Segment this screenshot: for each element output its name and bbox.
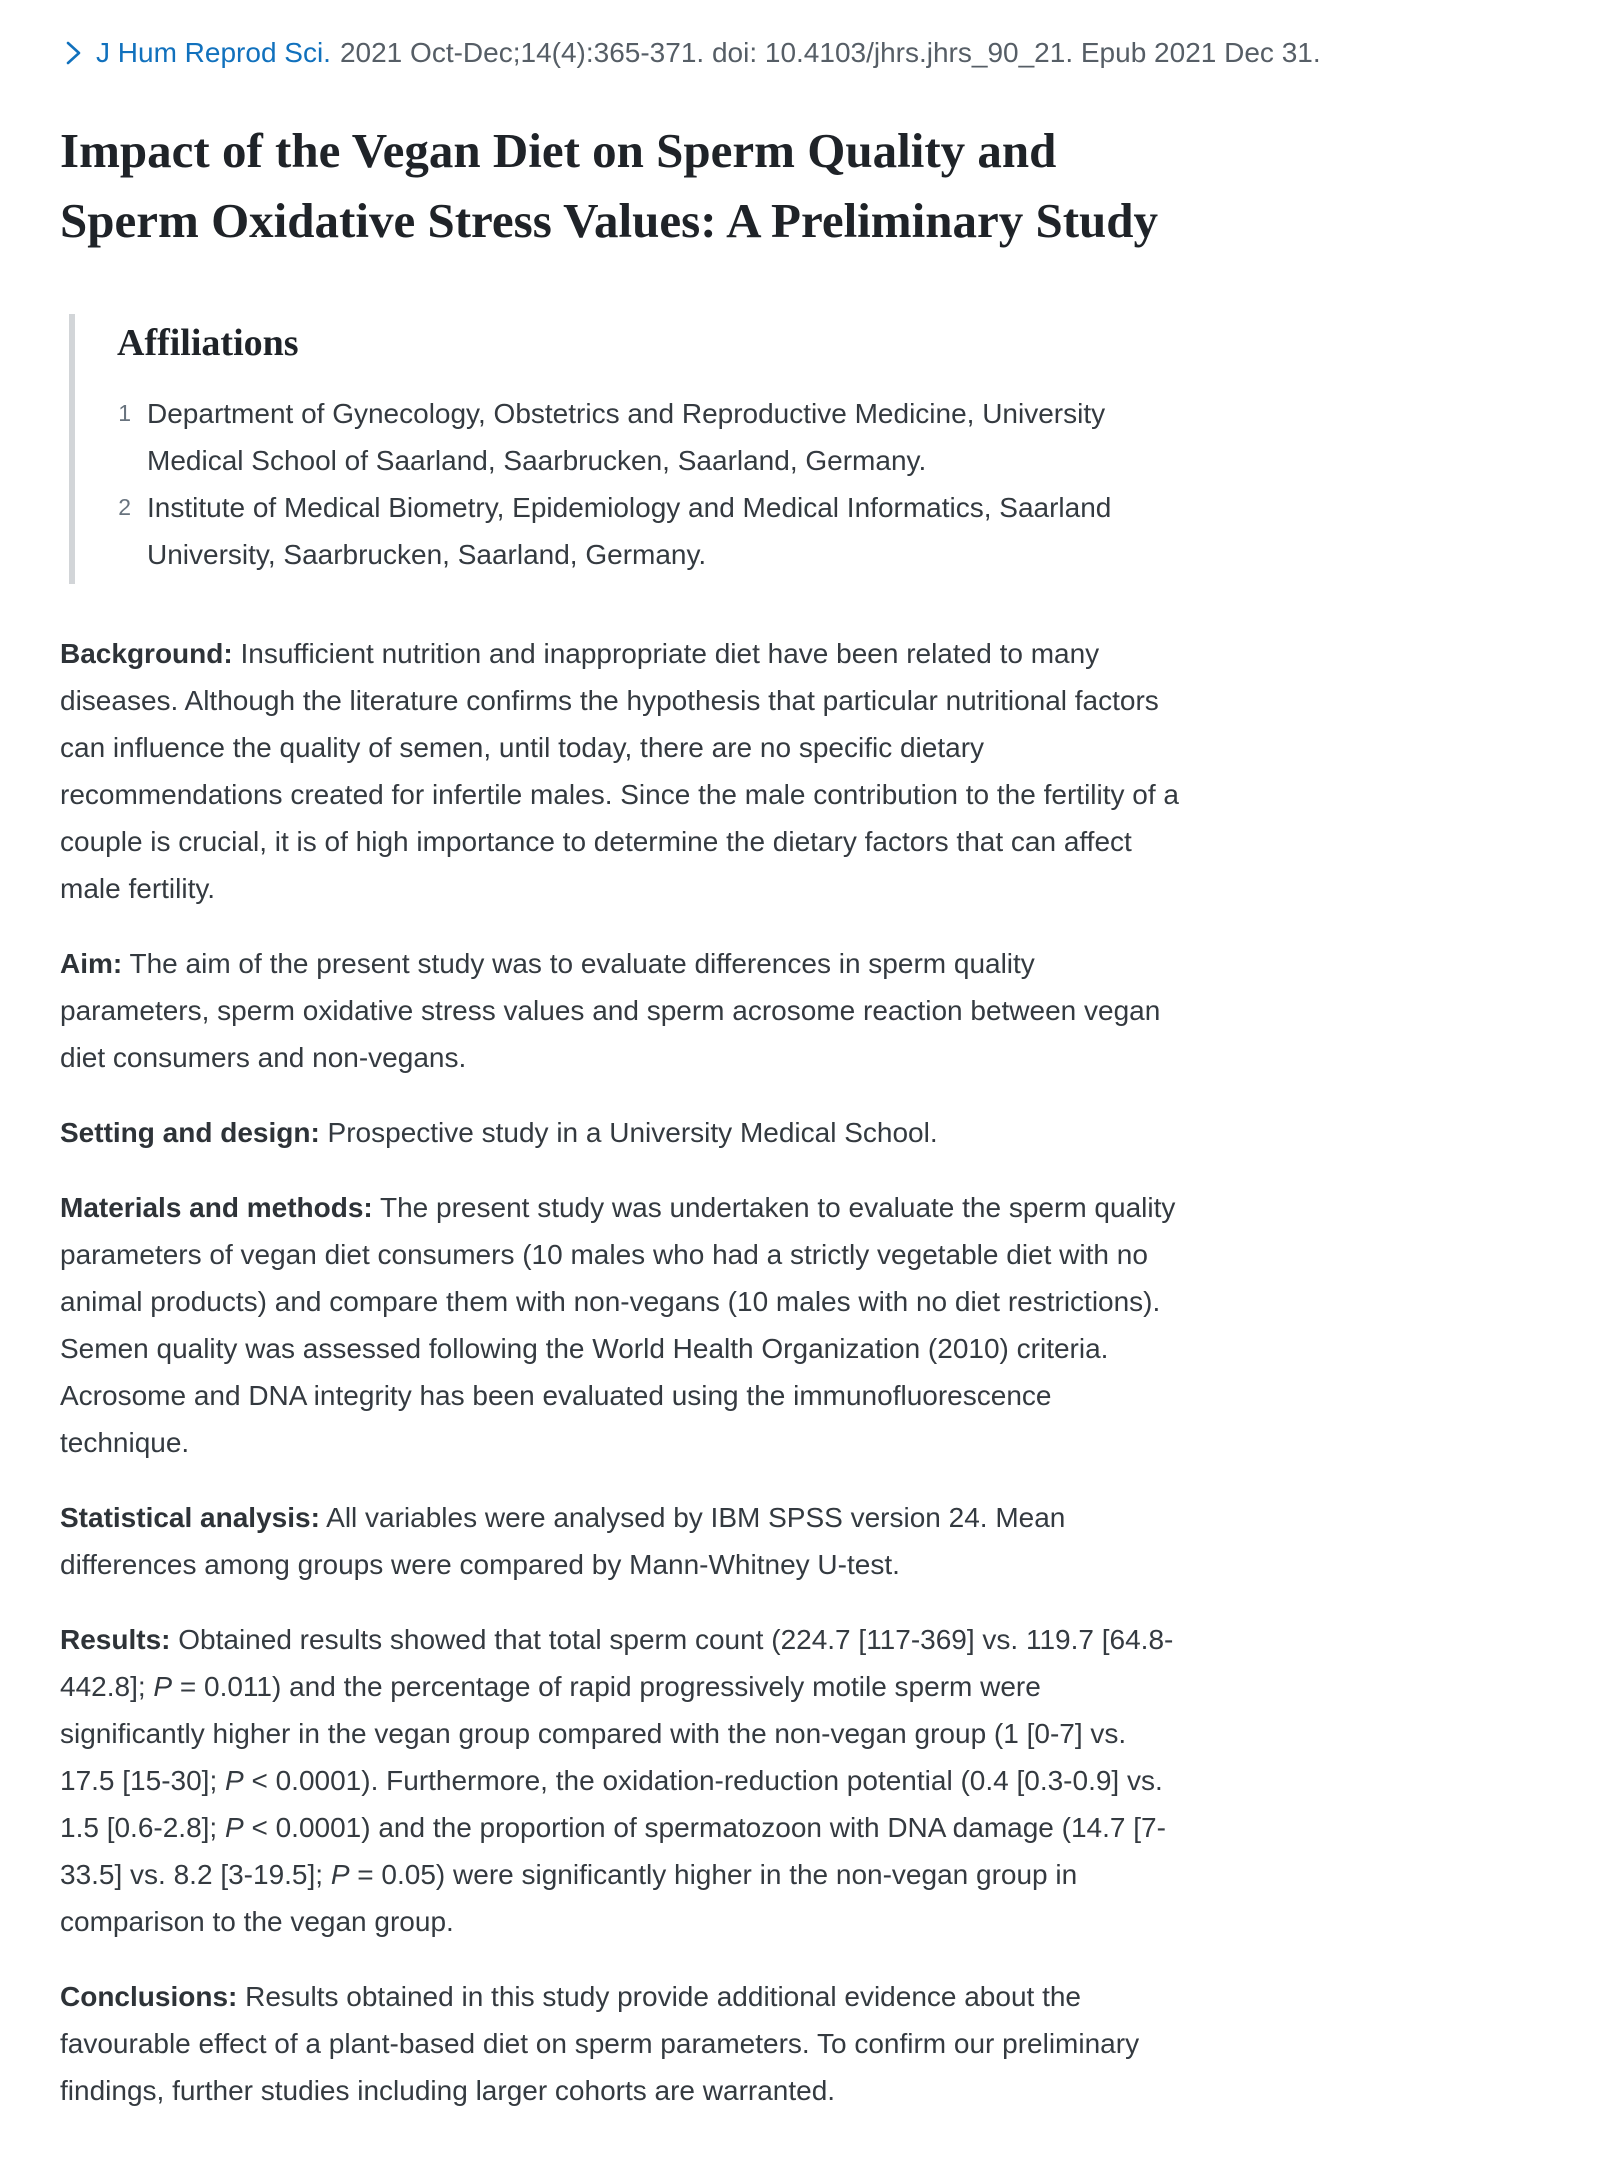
- affiliations-section: [69, 314, 1188, 584]
- citation-details: 2021 Oct-Dec;14(4):365-371. doi: 10.4103/jhrs.jhrs_90_21. Epub 2021 Dec 31.: [339, 37, 1321, 68]
- affiliation-text: Department of Gynecology, Obstetrics and Reproductive Medicine, University Medical School of Saarland, Saarbrucken, Saarland, Germany.: [147, 398, 1106, 476]
- abstract-paragraph-materials-and-methods: Materials and methods: The present study was undertaken to evaluate the sperm quality parameters of vegan diet consumers (10 males who had a strictly vegetable diet with no animal products) and compare them with non-vegans (10 males with no diet restrictions). Semen quality was assessed following the World Health Organization (2010) criteria. Acrosome and DNA integrity has been evaluated using the immunofluorescence technique.: [60, 1192, 1176, 1458]
- abstract-paragraph-results: Results: Obtained results showed that total sperm count (224.7 [117-369] vs. 119.7 [64.8-442.8]; P = 0.011) and the percentage of rapid progressively motile sperm were significantly higher in the vegan group compared with the non-vegan group (1 [0-7] vs. 17.5 [15-30]; P < 0.0001). Furthermore, the oxidation-reduction potential (0.4 [0.3-0.9] vs. 1.5 [0.6-2.8]; P < 0.0001) and the proportion of spermatozoon with DNA damage (14.7 [7-33.5] vs. 8.2 [3-19.5]; P = 0.05) were significantly higher in the non-vegan group in comparison to the vegan group.: [60, 1624, 1174, 1937]
- chevron-right-icon[interactable]: [60, 38, 86, 68]
- affiliation-text: Institute of Medical Biometry, Epidemiology and Medical Informatics, Saarland University, Saarbrucken, Saarland, Germany.: [147, 492, 1112, 570]
- journal-link[interactable]: J Hum Reprod Sci.: [96, 37, 331, 68]
- article-title: Impact of the Vegan Diet on Sperm Quality and Sperm Oxidative Stress Values: A Preliminary Study: [60, 123, 1159, 248]
- affiliations-heading: Affiliations: [117, 322, 299, 364]
- affiliation-number: 1: [118, 400, 131, 426]
- citation-bar: [60, 36, 1321, 70]
- abstract-paragraph-conclusions: Conclusions: Results obtained in this study provide additional evidence about the favourable effect of a plant-based diet on sperm parameters. To confirm our preliminary findings, further studies including larger cohorts are warranted.: [60, 1981, 1140, 2106]
- affiliation-item: [117, 390, 1188, 484]
- abstract-paragraph-aim: Aim: The aim of the present study was to evaluate differences in sperm quality parameters, sperm oxidative stress values and sperm acrosome reaction between vegan diet consumers and non-vegans.: [60, 948, 1161, 1073]
- abstract-paragraph-background: Background: Insufficient nutrition and inappropriate diet have been related to many diseases. Although the literature confirms the hypothesis that particular nutritional factors can influence the quality of semen, until today, there are no specific dietary recommendations created for infertile males. Since the male contribution to the fertility of a couple is crucial, it is of high importance to determine the dietary factors that can affect male fertility.: [60, 638, 1179, 904]
- article-content: [60, 36, 1321, 2114]
- affiliation-number: 2: [118, 494, 131, 520]
- abstract-paragraph-setting-and-design: Setting and design: Prospective study in a University Medical School.: [60, 1117, 938, 1148]
- affiliation-item: [117, 484, 1188, 578]
- affiliation-list: [117, 390, 1188, 578]
- abstract-paragraph-statistical-analysis: Statistical analysis: All variables were analysed by IBM SPSS version 24. Mean differences among groups were compared by Mann-Whitney U-test.: [60, 1502, 1066, 1580]
- abstract-section: [60, 630, 1188, 2114]
